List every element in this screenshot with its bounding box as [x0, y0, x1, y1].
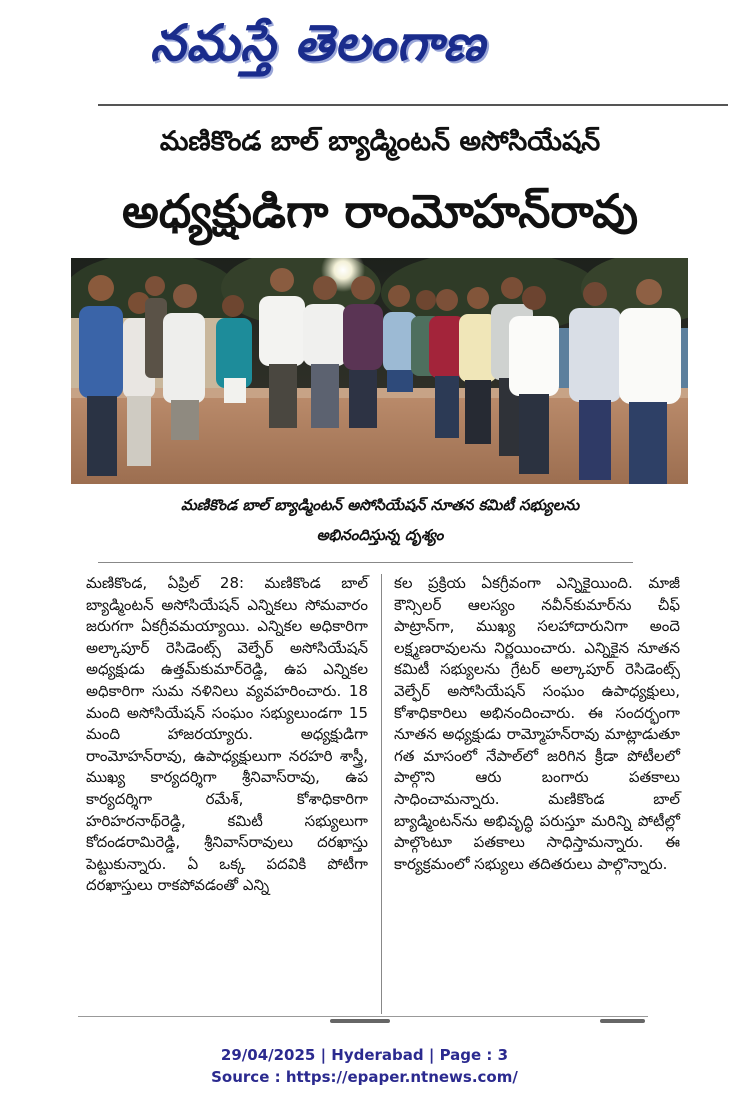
caption-rule [98, 562, 633, 563]
photo-caption-line-1: మణికొండ బాల్ బ్యాడ్మింటన్ అసోసియేషన్ నూతన కమిటీ సభ్యులను [180, 496, 580, 514]
footer-date-page: 29/04/2025 | Hyderabad | Page : 3 [220, 1046, 509, 1064]
article-body-right: కల ప్రక్రియ ఏకగ్రీవంగా ఎన్నికైయింది. మాజీ కౌన్సిలర్ ఆలస్యం నవీన్‌కుమార్‌ను చీఫ్ పాట్రాన్‌గా, ముఖ్య సలహాదారునిగా అందె లక్ష్మణరావులను నిర్ణయించారు. ఎన్నికైన నూతన కమిటీ సభ్యులను గ్రేటర్ అల్కాపూర్ రెసిడెంట్స్ వెల్ఫేర్ అసోసియేషన్ సంఘం ఉపాధ్యక్షులు, కోశాధికారిలు అభినందించారు. ఈ సందర్భంగా నూతన అధ్యక్షుడు రామ్మోహన్‌రావు మాట్లాడుతూ గత మాసంలో నేపాల్‌లో జరిగిన క్రీడా పోటీలలో పాల్గొని ఆరు బంగారు పతకాలు సాధించామన్నారు. మణికొండ బాల్ బ్యాడ్మింటన్‌ను అభివృద్ధి పరుస్తూ మరిన్ని పోటీల్లో పాల్గొంటూ పతకాలు సాధిస్తామన్నారు. ఈ కార్యక్రమంలో సభ్యులు తదితరులు పాల్గొన్నారు. [394, 574, 680, 873]
article-kicker: మణికొండ బాల్ బ్యాడ్మింటన్ అసోసియేషన్ [159, 126, 601, 157]
group-photo [71, 258, 688, 484]
photo-caption-line-2: అభినందిస్తున్న దృశ్యం [316, 526, 444, 544]
photo-caption [100, 490, 660, 550]
article-bottom-rule [78, 1016, 648, 1017]
masthead-rule [98, 104, 728, 106]
article-headline: అధ్యక్షుడిగా రాంమోహన్‌రావు [121, 184, 639, 238]
footer-source: Source : https://epaper.ntnews.com/ [211, 1068, 518, 1086]
cut-text-fragment [330, 1019, 390, 1023]
column-divider [381, 574, 382, 1014]
article-body-left: మణికొండ, ఏప్రిల్ 28: మణికొండ బాల్ బ్యాడ్మింటన్ అసోసియేషన్ ఎన్నికలు సోమవారం జరుగగా ఏకగ్రీవమయ్యాయి. ఎన్నికల అధికారిగా అల్కాపూర్ రెసిడెంట్స్ వెల్ఫేర్ అసోసియేషన్ అధ్యక్షుడు ఉత్తమ్‌కుమార్‌రెడ్డి, ఉప ఎన్నికల అధికారిగా సుమ నళినిలు వ్యవహరించారు. 18 మంది అసోసియేషన్ సంఘం సభ్యులుండగా 15 మంది హాజరయ్యారు. అధ్యక్షుడిగా రాంమోహన్‌రావు, ఉపాధ్యక్షులుగా నరహరి శాస్త్రీ, ముఖ్య కార్యదర్శిగా శ్రీనివాస్‌రావు, ఉప కార్యదర్శిగా రమేశ్, కోశాధికారిగా హరిహరనాథ్‌రెడ్డి, కమిటీ సభ్యులుగా కోదండరామిరెడ్డి, శ్రీనివాస్‌రావులు దరఖాస్తు పెట్టుకున్నారు. ఏ ఒక్క పదవికి పోటీగా దరఖాస్తులు రాకపోవడంతో ఎన్ని [86, 574, 368, 895]
cut-text-fragment [600, 1019, 645, 1023]
newspaper-masthead: నమస్తే తెలంగాణ [150, 14, 486, 72]
